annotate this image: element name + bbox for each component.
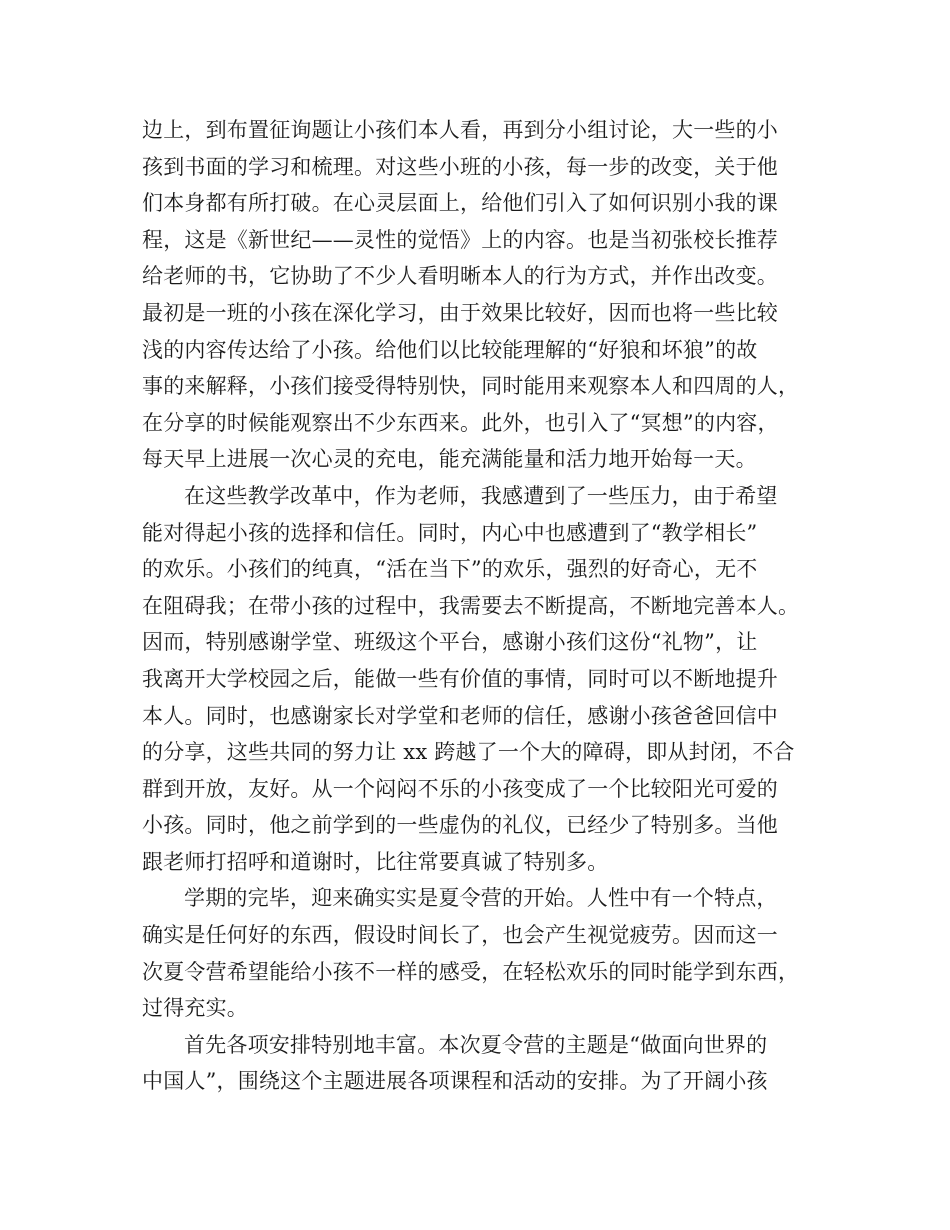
document-body <box>142 112 818 1100</box>
text-line: 过得充实。 <box>142 996 248 1021</box>
text-line: 跟老师打招呼和道谢时，比往常要真诚了特别多。 <box>142 849 609 874</box>
text-line: 因而，特别感谢学堂、班级这个平台，感谢小孩们这份“礼物”，让 <box>142 630 758 655</box>
text-line: 孩到书面的学习和梳理。对这些小班的小孩，每一步的改变，关于他 <box>142 154 778 179</box>
paragraph-first-line: 学期的完毕，迎来确实实是夏令营的开始。人性中有一个特点， <box>184 886 778 911</box>
text-line: 最初是一班的小孩在深化学习，由于效果比较好，因而也将一些比较 <box>142 300 778 325</box>
text-line: 能对得起小孩的选择和信任。同时，内心中也感遭到了“教学相长” <box>142 520 758 545</box>
text-line: 给老师的书，它协助了不少人看明晰本人的行为方式，并作出改变。 <box>142 264 778 289</box>
text-line: 们本身都有所打破。在心灵层面上，给他们引入了如何识别小我的课 <box>142 191 778 216</box>
text-line: 小孩。同时，他之前学到的一些虚伪的礼仪，已经少了特别多。当他 <box>142 813 778 838</box>
text-line: 在分享的时候能观察出不少东西来。此外，也引入了“冥想”的内容， <box>142 410 779 435</box>
text-line: 我离开大学校园之后，能做一些有价值的事情，同时可以不断地提升 <box>142 666 778 691</box>
text-line: 浅的内容传达给了小孩。给他们以比较能理解的“好狼和坏狼”的故 <box>142 337 758 362</box>
text-line: 程，这是《新世纪——灵性的觉悟》上的内容。也是当初张校长推荐 <box>142 227 778 252</box>
text-line: 事的来解释，小孩们接受得特别快，同时能用来观察本人和四周的人， <box>142 374 800 399</box>
text-line: 本人。同时，也感谢家长对学堂和老师的信任，感谢小孩爸爸回信中 <box>142 703 778 728</box>
paragraph-first-line: 在这些教学改革中，作为老师，我感遭到了一些压力，由于希望 <box>184 483 778 508</box>
text-line: 的欢乐。小孩们的纯真，“活在当下”的欢乐，强烈的好奇心，无不 <box>142 557 758 582</box>
text-line: 的分享，这些共同的努力让 xx 跨越了一个大的障碍，即从封闭，不合 <box>142 740 795 765</box>
text-line: 次夏令营希望能给小孩不一样的感受，在轻松欢乐的同时能学到东西， <box>142 959 800 984</box>
text-line: 在阻碍我；在带小孩的过程中，我需要去不断提高，不断地完善本人。 <box>142 593 800 618</box>
text-line: 边上，到布置征询题让小孩们本人看，再到分小组讨论，大一些的小 <box>142 118 778 142</box>
text-line: 中国人”，围绕这个主题进展各项课程和活动的安排。为了开阔小孩 <box>142 1069 768 1094</box>
paragraph-first-line: 首先各项安排特别地丰富。本次夏令营的主题是“做面向世界的 <box>184 1032 768 1057</box>
text-line: 群到开放，友好。从一个闷闷不乐的小孩变成了一个比较阳光可爱的 <box>142 776 778 801</box>
text-line: 每天早上进展一次心灵的充电，能充满能量和活力地开始每一天。 <box>142 447 757 472</box>
text-line: 确实是任何好的东西，假设时间长了，也会产生视觉疲劳。因而这一 <box>142 923 778 948</box>
